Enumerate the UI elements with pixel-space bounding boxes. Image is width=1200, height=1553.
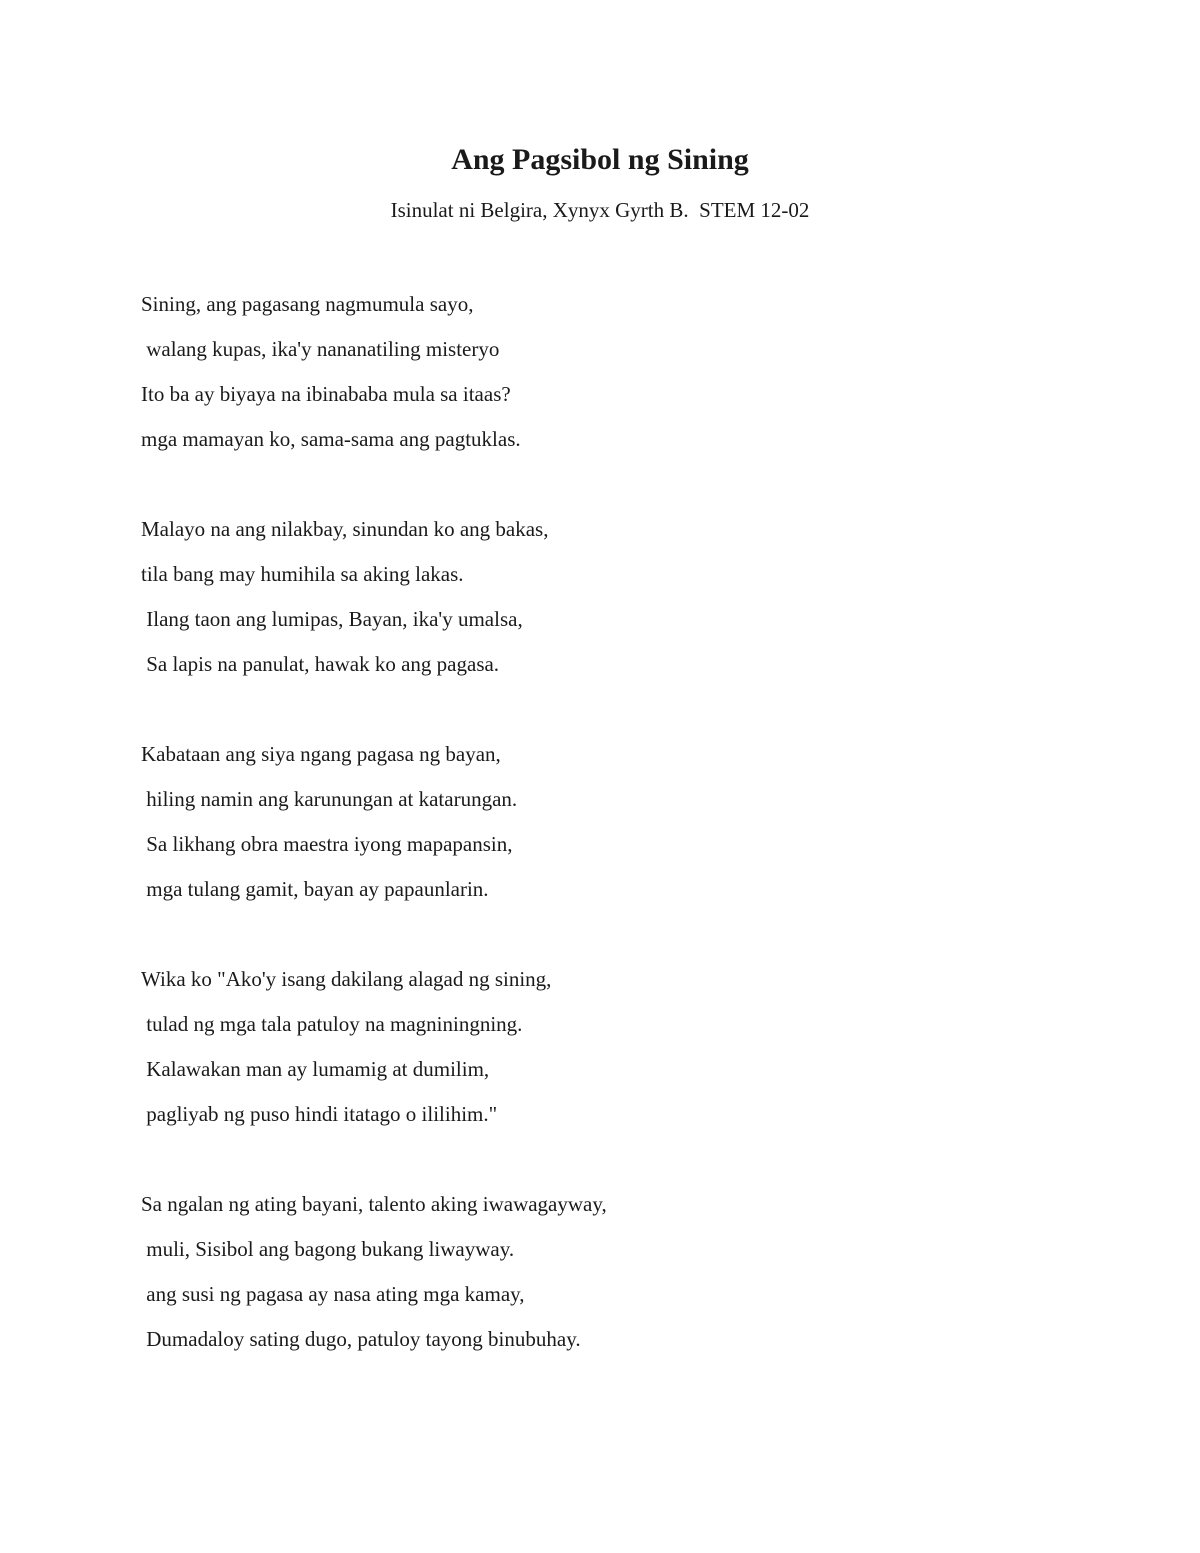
poem-line: Malayo na ang nilakbay, sinundan ko ang bakas, [141, 517, 549, 541]
poem-line: Wika ko "Ako'y isang dakilang alagad ng sining, [141, 967, 552, 991]
poem-line: Sining, ang pagasang nagmumula sayo, [141, 292, 474, 316]
poem-title: Ang Pagsibol ng Sining [451, 143, 749, 176]
poem-line: Dumadaloy sating dugo, patuloy tayong binubuhay. [141, 1327, 581, 1351]
poem-line: Kabataan ang siya ngang pagasa ng bayan, [141, 742, 501, 766]
poem-line: mga mamayan ko, sama-sama ang pagtuklas. [141, 427, 521, 451]
poem-line: ang susi ng pagasa ay nasa ating mga kamay, [141, 1282, 525, 1306]
poem-line: tulad ng mga tala patuloy na magniningning. [141, 1012, 523, 1036]
poem-line: walang kupas, ika'y nananatiling misteryo [141, 337, 500, 361]
stanza-5 [141, 1182, 1041, 1362]
poem-line: Ito ba ay biyaya na ibinababa mula sa itaas? [141, 382, 511, 406]
poem-line: Sa likhang obra maestra iyong mapapansin, [141, 832, 513, 856]
poem-line: muli, Sisibol ang bagong bukang liwayway. [141, 1237, 515, 1261]
poem-line: tila bang may humihila sa aking lakas. [141, 562, 464, 586]
poem-line: mga tulang gamit, bayan ay papaunlarin. [141, 877, 489, 901]
poem-body [141, 282, 1041, 1407]
poem-byline: Isinulat ni Belgira, Xynyx Gyrth B. STEM 12-02 [390, 198, 810, 222]
stanza-4 [141, 957, 1041, 1137]
poem-line: Sa lapis na panulat, hawak ko ang pagasa. [141, 652, 500, 676]
stanza-1 [141, 282, 1041, 462]
stanza-3 [141, 732, 1041, 912]
poem-line: Sa ngalan ng ating bayani, talento aking iwawagayway, [141, 1192, 607, 1216]
poem-line: hiling namin ang karunungan at katarungan. [141, 787, 518, 811]
stanza-2 [141, 507, 1041, 687]
poem-line: Kalawakan man ay lumamig at dumilim, [141, 1057, 490, 1081]
poem-line: pagliyab ng puso hindi itatago o ililihim." [141, 1102, 498, 1126]
poem-line: Ilang taon ang lumipas, Bayan, ika'y umalsa, [141, 607, 523, 631]
